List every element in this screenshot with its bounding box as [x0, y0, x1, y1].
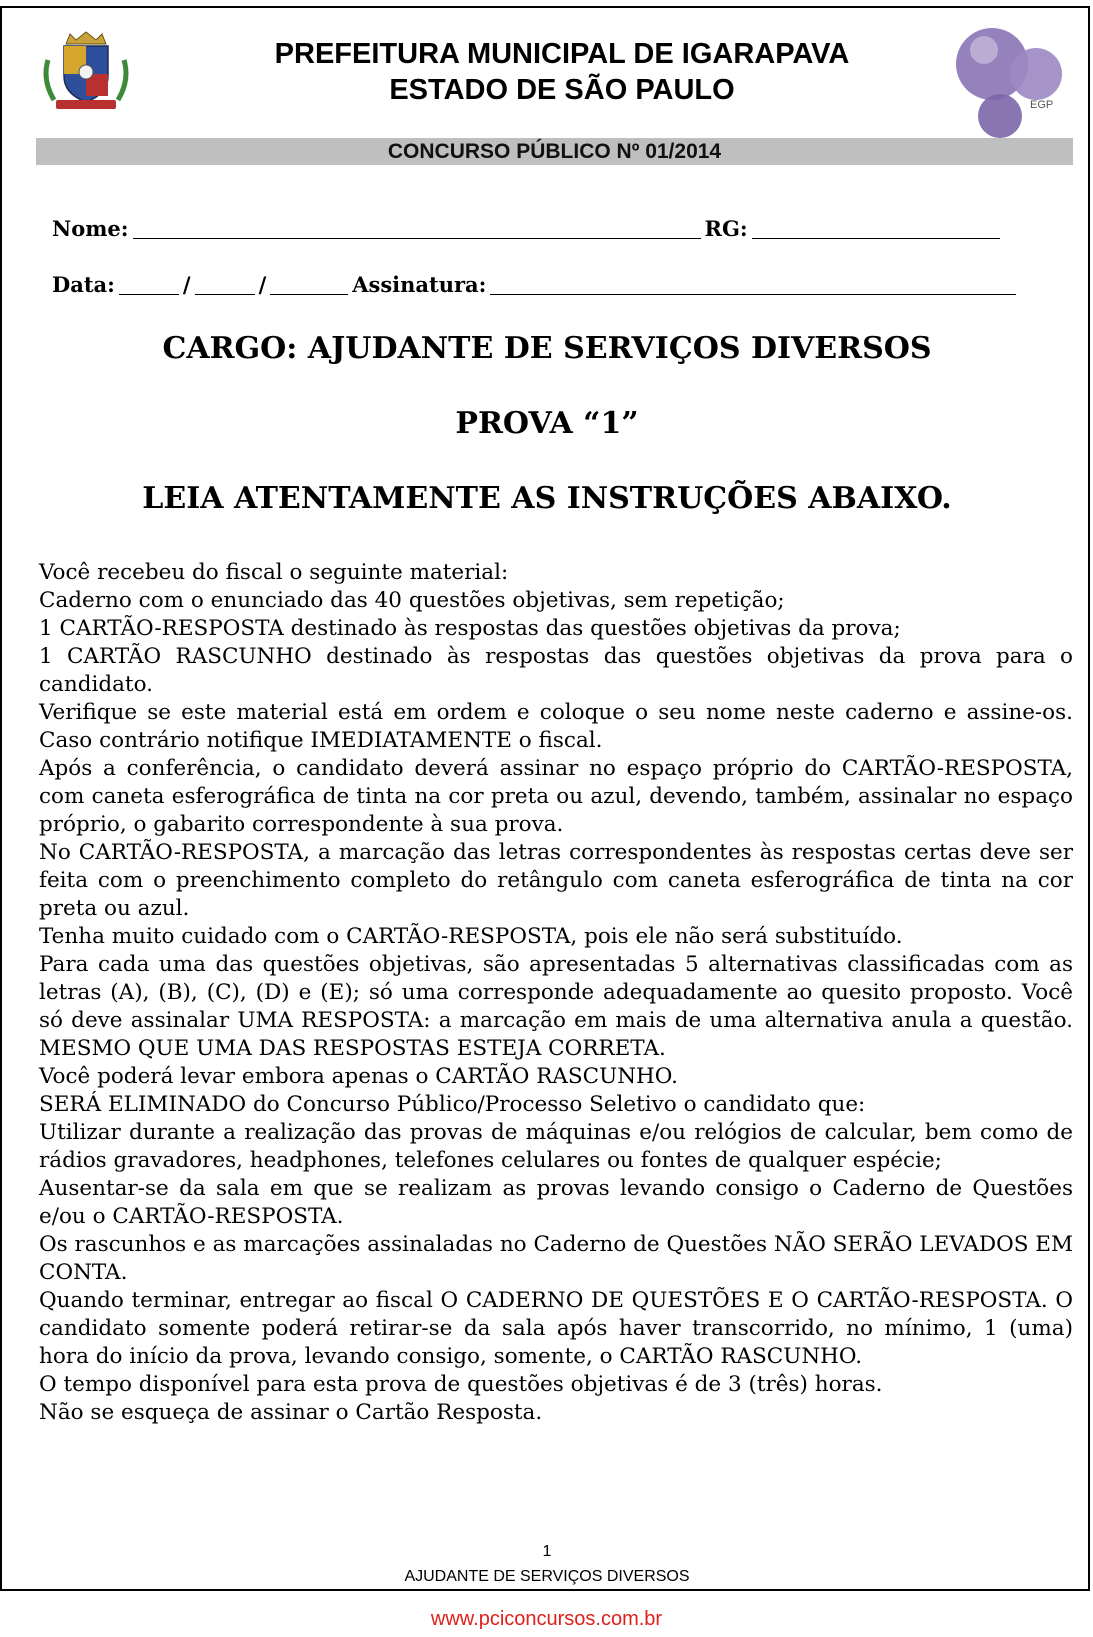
- egp-logo: [948, 24, 1070, 140]
- instruction-paragraph: Caderno com o enunciado das 40 questões objetivas, sem repetição;: [39, 588, 785, 613]
- instruction-paragraph: O tempo disponível para esta prova de questões objetivas é de 3 (três) horas.: [39, 1372, 883, 1397]
- footer-label: AJUDANTE DE SERVIÇOS DIVERSOS: [404, 1568, 690, 1585]
- header-title: PREFEITURA MUNICIPAL DE IGARAPAVA: [274, 38, 850, 70]
- instruction-paragraph: Quando terminar, entregar ao fiscal O CADERNO DE QUESTÕES E O CARTÃO-RESPOSTA. O candidato somente poderá retirar-se da sala após haver transcorrido, no mínimo, 1 (uma) hora do início da prova, levando consigo, somente, o CARTÃO RASCUNHO.: [39, 1288, 1073, 1369]
- date-signature-row: [52, 272, 1020, 297]
- date-separator: /: [258, 272, 267, 297]
- name-field[interactable]: [133, 218, 701, 239]
- date-month-field[interactable]: [195, 274, 255, 295]
- instructions-heading: LEIA ATENTAMENTE AS INSTRUÇÕES ABAIXO.: [142, 481, 952, 516]
- instruction-paragraph: Não se esqueça de assinar o Cartão Resposta.: [39, 1400, 543, 1425]
- date-year-field[interactable]: [270, 274, 348, 295]
- prova-title: PROVA “1”: [455, 406, 639, 441]
- rg-label: RG:: [704, 216, 748, 241]
- date-label: Data:: [52, 272, 115, 297]
- date-day-field[interactable]: [119, 274, 179, 295]
- name-label: Nome:: [52, 216, 129, 241]
- name-rg-row: [52, 216, 1004, 241]
- signature-field[interactable]: [490, 274, 1016, 295]
- instruction-paragraph: Verifique se este material está em ordem e coloque o seu nome neste caderno e assine-os. Caso contrário notifique IMEDIATAMENTE o fiscal.: [39, 700, 1073, 753]
- header-subtitle: ESTADO DE SÃO PAULO: [389, 74, 735, 106]
- date-separator: /: [182, 272, 191, 297]
- instruction-paragraph: Utilizar durante a realização das provas de máquinas e/ou relógios de calcular, bem como de rádios gravadores, headphones, telefones celulares ou fontes de qualquer espécie;: [39, 1120, 1073, 1173]
- instruction-paragraph: Tenha muito cuidado com o CARTÃO-RESPOSTA, pois ele não será substituído.: [39, 924, 903, 949]
- rg-field[interactable]: [752, 218, 1000, 239]
- instruction-paragraph: 1 CARTÃO-RESPOSTA destinado às respostas das questões objetivas da prova;: [39, 616, 901, 641]
- instruction-paragraph: Após a conferência, o candidato deverá assinar no espaço próprio do CARTÃO-RESPOSTA, com caneta esferográfica de tinta na cor preta ou azul, devendo, também, assinalar no espaço próprio, o gabarito correspondente à sua prova.: [39, 756, 1073, 837]
- contest-banner: CONCURSO PÚBLICO Nº 01/2014: [36, 138, 1073, 165]
- instruction-paragraph: Você poderá levar embora apenas o CARTÃO RASCUNHO.: [39, 1064, 678, 1089]
- instruction-paragraph: Ausentar-se da sala em que se realizam as provas levando consigo o Caderno de Questões e/ou o CARTÃO-RESPOSTA.: [39, 1176, 1073, 1229]
- signature-label: Assinatura:: [352, 272, 487, 297]
- coat-of-arms-icon: [40, 30, 132, 112]
- instruction-paragraph: Você recebeu do fiscal o seguinte material:: [39, 560, 509, 585]
- instruction-paragraph: Para cada uma das questões objetivas, são apresentadas 5 alternativas classificadas com as letras (A), (B), (C), (D) e (E); só uma corresponde adequadamente ao quesito proposto. Você só deve assinalar UMA RESPOSTA: a marcação em mais de uma alternativa anula a questão. MESMO QUE UMA DAS RESPOSTAS ESTEJA CORRETA.: [39, 952, 1073, 1061]
- logo-text: EGP: [1030, 99, 1054, 111]
- instruction-paragraph: 1 CARTÃO RASCUNHO destinado às respostas das questões objetivas da prova para o candidato.: [39, 644, 1073, 697]
- cargo-title: CARGO: AJUDANTE DE SERVIÇOS DIVERSOS: [162, 331, 932, 366]
- instruction-paragraph: Os rascunhos e as marcações assinaladas no Caderno de Questões NÃO SERÃO LEVADOS EM CONTA.: [39, 1232, 1073, 1285]
- instructions-body: [39, 559, 1073, 1427]
- instruction-paragraph: SERÁ ELIMINADO do Concurso Público/Processo Seletivo o candidato que:: [39, 1092, 866, 1117]
- page-number: 1: [542, 1543, 552, 1560]
- instruction-paragraph: No CARTÃO-RESPOSTA, a marcação das letras correspondentes às respostas certas deve ser feita com o preenchimento completo do retângulo com caneta esferográfica de tinta na cor preta ou azul.: [39, 840, 1073, 921]
- exam-page: [0, 6, 1090, 1591]
- source-url-link[interactable]: www.pciconcursos.com.br: [430, 1608, 663, 1630]
